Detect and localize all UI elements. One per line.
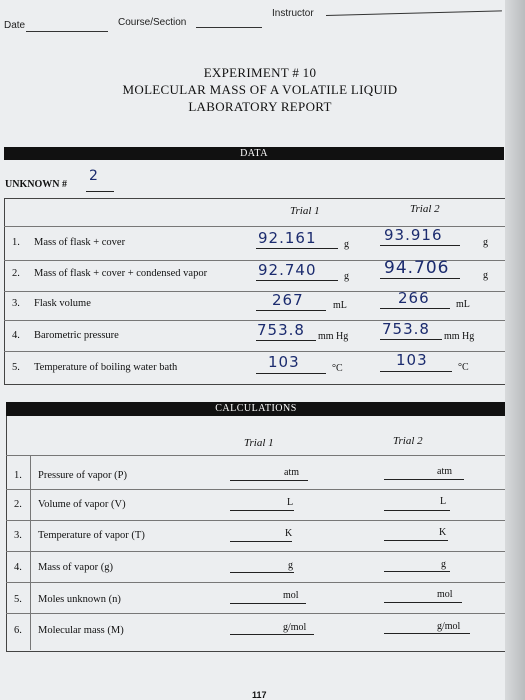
data-row-4-trial1-line	[256, 340, 316, 341]
data-row-3-trial1-line	[256, 310, 326, 311]
calc-row-1-trial1-unit: atm	[284, 467, 299, 478]
calc-row-6-trial2-blank[interactable]	[384, 633, 470, 634]
calc-row-3-trial2-blank[interactable]	[384, 540, 448, 541]
data-row-3-trial2: 266	[398, 289, 430, 307]
data-row-4-trial1-unit: mm Hg	[318, 331, 349, 342]
data-row-5-trial1: 103	[268, 353, 300, 371]
data-row-divider	[4, 320, 506, 321]
data-row-5-label: Temperature of boiling water bath	[34, 362, 178, 373]
course-section-label: Course/Section	[118, 17, 187, 28]
data-row-divider	[4, 291, 506, 292]
data-row-3-label: Flask volume	[34, 298, 91, 309]
calc-row-6-trial1-unit: g/mol	[283, 622, 307, 633]
calc-row-3-label: Temperature of vapor (T)	[38, 530, 145, 541]
calc-row-2-num: 2.	[14, 499, 22, 510]
calc-row-1-label: Pressure of vapor (P)	[38, 470, 127, 481]
data-row-3-num: 3.	[12, 298, 20, 309]
data-row-5-num: 5.	[12, 362, 20, 373]
data-row-4-label: Barometric pressure	[34, 330, 119, 341]
calc-row-4-trial2-unit: g	[441, 559, 446, 570]
calc-row-5-num: 5.	[14, 594, 22, 605]
calc-row-divider	[6, 520, 506, 521]
data-row-2-label: Mass of flask + cover + condensed vapor	[34, 268, 208, 279]
data-row-2-trial1: 92.740	[258, 261, 317, 279]
calc-row-1-trial1-blank[interactable]	[230, 480, 308, 481]
date-label: Date	[4, 20, 26, 31]
calc-row-6-trial2-unit: g/mol	[437, 621, 461, 632]
calc-row-6-label: Molecular mass (M)	[38, 625, 124, 636]
unknown-label: UNKNOWN #	[5, 179, 67, 190]
data-row-3-trial1-unit: mL	[333, 300, 347, 311]
data-row-1-trial1-line	[256, 248, 338, 249]
data-row-1-num: 1.	[12, 237, 20, 248]
calc-row-5-trial1-blank[interactable]	[230, 603, 306, 604]
calc-row-3-num: 3.	[14, 530, 22, 541]
calc-row-6-trial1-blank[interactable]	[230, 634, 314, 635]
calc-row-2-trial2-unit: L	[440, 496, 447, 507]
report-title	[80, 64, 440, 115]
data-row-4-trial2-unit: mm Hg	[444, 331, 475, 342]
calc-row-4-trial1-blank[interactable]	[230, 572, 294, 573]
calc-number-column-line	[30, 455, 31, 650]
data-row-2-num: 2.	[12, 268, 20, 279]
calc-row-5-trial1-unit: mol	[283, 590, 299, 601]
calc-row-5-label: Moles unknown (n)	[38, 594, 121, 605]
date-line	[26, 31, 108, 32]
data-row-1-trial2: 93.916	[384, 226, 443, 244]
data-row-5-trial2-unit: °C	[458, 362, 469, 373]
data-row-2-trial1-unit: g	[344, 271, 349, 282]
data-row-4-trial2: 753.8	[382, 320, 430, 338]
calc-row-divider	[6, 613, 506, 614]
calc-row-1-trial2-unit: atm	[437, 466, 452, 477]
data-row-1-trial1: 92.161	[258, 229, 317, 247]
course-line	[196, 27, 262, 28]
instructor-label: Instructor	[272, 8, 314, 19]
calc-row-3-trial1-unit: K	[285, 528, 293, 539]
calc-row-4-label: Mass of vapor (g)	[38, 562, 113, 573]
data-row-5-trial2-line	[380, 371, 452, 372]
calc-row-3-trial1-blank[interactable]	[230, 541, 292, 542]
calc-row-2-trial1-unit: L	[287, 497, 294, 508]
calc-row-6-num: 6.	[14, 625, 22, 636]
data-row-1-trial1-unit: g	[344, 239, 349, 250]
data-row-divider	[4, 351, 506, 352]
calc-trial1-header: Trial 1	[244, 437, 274, 449]
calc-row-5-trial2-unit: mol	[437, 589, 453, 600]
data-row-1-trial2-line	[380, 245, 460, 246]
calc-row-4-trial2-blank[interactable]	[384, 571, 450, 572]
data-heading: DATA	[240, 148, 268, 159]
data-row-3-trial2-line	[380, 308, 450, 309]
calc-row-divider	[6, 489, 506, 490]
calc-heading: CALCULATIONS	[215, 403, 297, 414]
unknown-line	[86, 191, 114, 192]
calc-row-divider	[6, 582, 506, 583]
data-trial2-header: Trial 2	[410, 203, 440, 215]
calc-row-divider	[6, 551, 506, 552]
title-name: MOLECULAR MASS OF A VOLATILE LIQUID	[122, 82, 398, 97]
data-row-3-trial1: 267	[272, 291, 304, 309]
calc-row-1-num: 1.	[14, 470, 22, 481]
data-row-2-trial2-line	[380, 278, 460, 279]
data-row-3-trial2-unit: mL	[456, 299, 470, 310]
data-row-1-label: Mass of flask + cover	[34, 237, 126, 248]
data-trial1-header: Trial 1	[290, 205, 320, 217]
calc-heading-bar	[6, 402, 506, 416]
data-row-2-trial2-unit: g	[483, 270, 488, 281]
title-report: LABORATORY REPORT	[188, 99, 332, 114]
data-row-1-trial2-unit: g	[483, 237, 488, 248]
data-row-4-trial2-line	[380, 339, 442, 340]
page-edge-shadow	[505, 0, 525, 700]
calc-row-1-trial2-blank[interactable]	[384, 479, 464, 480]
calc-row-2-trial2-blank[interactable]	[384, 510, 450, 511]
calc-row-4-trial1-unit: g	[288, 560, 293, 571]
data-row-5-trial1-unit: °C	[332, 363, 343, 374]
calc-row-5-trial2-blank[interactable]	[384, 602, 462, 603]
data-row-5-trial1-line	[256, 373, 326, 374]
instructor-line	[326, 10, 502, 16]
calc-row-divider	[6, 455, 506, 456]
data-row-2-trial1-line	[256, 280, 338, 281]
calc-row-4-num: 4.	[14, 562, 22, 573]
unknown-value: 2	[89, 168, 99, 184]
data-heading-bar	[4, 147, 504, 160]
data-row-4-num: 4.	[12, 330, 20, 341]
data-row-2-trial2: 94.706	[384, 258, 450, 278]
calc-row-2-trial1-blank[interactable]	[230, 510, 294, 511]
calc-row-2-label: Volume of vapor (V)	[38, 499, 126, 510]
data-row-4-trial1: 753.8	[257, 321, 305, 339]
data-row-5-trial2: 103	[396, 351, 428, 369]
page-number: 117	[252, 690, 267, 700]
calc-trial2-header: Trial 2	[393, 435, 423, 447]
title-experiment: EXPERIMENT # 10	[203, 65, 317, 80]
calc-row-3-trial2-unit: K	[439, 527, 447, 538]
